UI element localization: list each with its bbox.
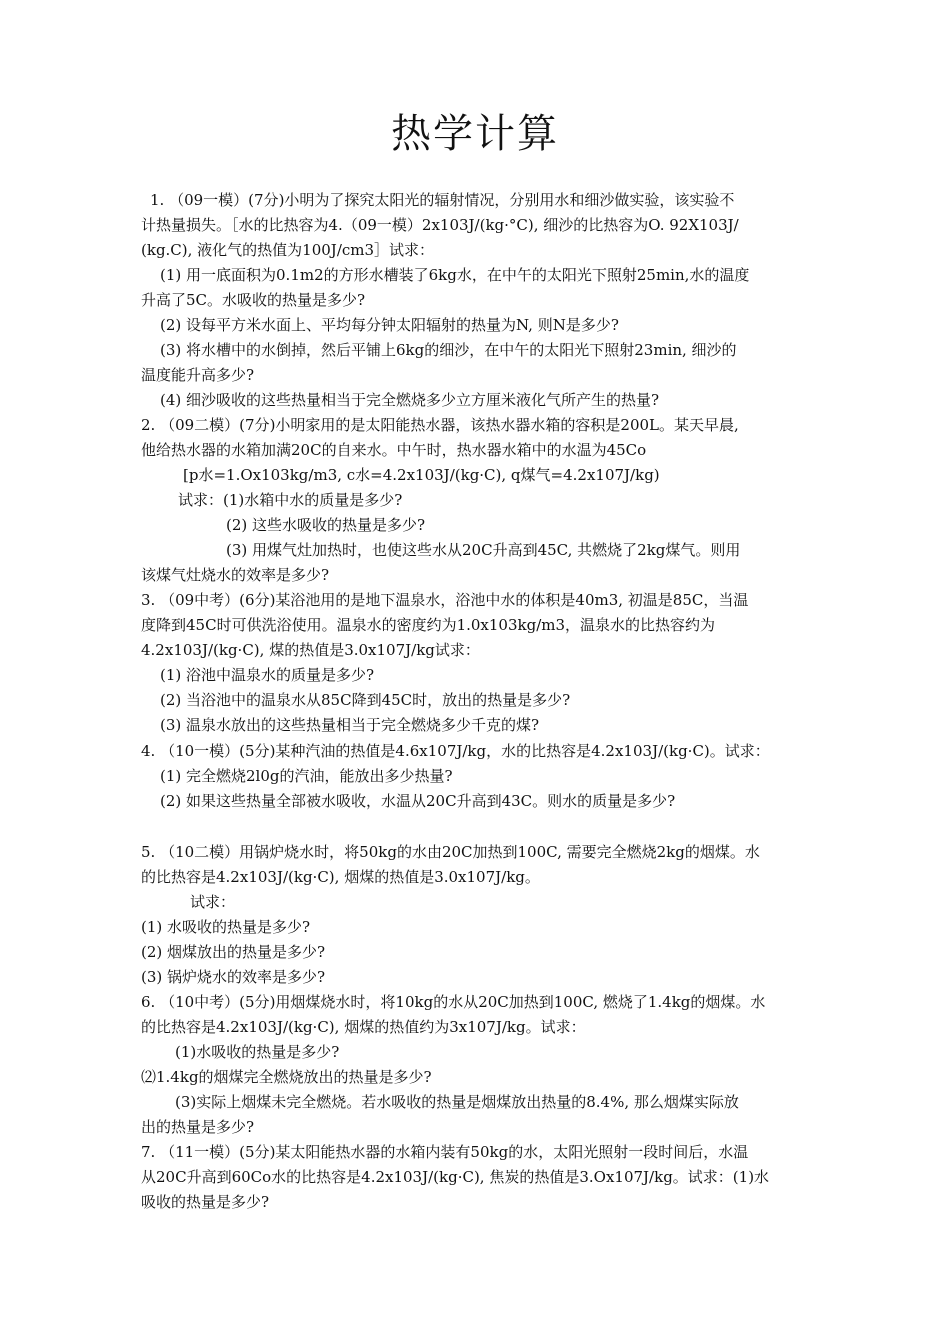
text-line: (2) 如果这些热量全部被水吸收，水温从20C升高到43C。则水的质量是多少? (160, 792, 676, 810)
text-line: 4.2x103J/(kg·C), 煤的热值是3.0x107J/kg试求： (141, 641, 480, 659)
text-line: (2) 烟煤放出的热量是多少? (141, 943, 326, 961)
text-line: 度降到45C时可供洗浴使用。温泉水的密度约为1.0x103kg/m3，温泉水的比热容约为 (141, 616, 716, 634)
text-line: 温度能升高多少? (141, 366, 255, 384)
text-line: ⑵1.4kg的烟煤完全燃烧放出的热量是多少? (141, 1068, 432, 1086)
text-line: 出的热量是多少? (141, 1118, 255, 1136)
text-line: (1) 水吸收的热量是多少? (141, 918, 311, 936)
text-line: (1) 完全燃烧2l0g的汽油，能放出多少热量? (160, 767, 453, 785)
text-line: 4. （10一模）(5分)某种汽油的热值是4.6x107J/kg，水的比热容是4.2x103J/(kg·C)。试求： (141, 742, 770, 760)
text-line: (1) 浴池中温泉水的质量是多少? (160, 666, 375, 684)
text-line: 5. （10二模）用锅炉烧水时，将50kg的水由20C加热到100C, 需要完全燃烧2kg的烟煤。水 (141, 843, 760, 861)
text-line: (2) 当浴池中的温泉水从85C降到45C时，放出的热量是多少? (160, 691, 571, 709)
text-line: (4) 细沙吸收的这些热量相当于完全燃烧多少立方厘米液化气所产生的热量? (160, 391, 660, 409)
text-line: (3) 用煤气灶加热时，也使这些水从20C升高到45C, 共燃烧了2kg煤气。则用 (226, 541, 741, 559)
text-line: 该煤气灶烧水的效率是多少? (141, 566, 330, 584)
text-line: 他给热水器的水箱加满20C的自来水。中午时，热水器水箱中的水温为45Co (141, 441, 647, 459)
text-line: (2) 设每平方米水面上、平均每分钟太阳辐射的热量为N, 则N是多少? (160, 316, 619, 334)
text-line: 6. （10中考）(5分)用烟煤烧水时，将10kg的水从20C加热到100C, 燃烧了1.4kg的烟煤。水 (141, 993, 766, 1011)
text-line: (1) 用一底面积为0.1m2的方形水槽装了6kg水，在中午的太阳光下照射25min,水的温度 (160, 266, 750, 284)
text-line: (3) 将水槽中的水倒掉，然后平铺上6kg的细沙，在中午的太阳光下照射23min, 细沙的 (160, 341, 737, 359)
text-line: 从20C升高到60Co水的比热容是4.2x103J/(kg·C), 焦炭的热值是3.Ox107J/kg。试求：(1)水 (141, 1168, 770, 1186)
page-title: 热学计算 (391, 111, 559, 157)
text-line: [p水=1.Ox103kg/m3, c水=4.2x103J/(kg·C), q煤气=4.2x107J/kg) (183, 466, 660, 484)
text-line: 试求：(1)水箱中水的质量是多少? (178, 491, 403, 509)
text-line: 的比热容是4.2x103J/(kg·C), 烟煤的热值约为3x107J/kg。试求： (141, 1018, 586, 1036)
text-line: (kg.C), 液化气的热值为100J/cm3］试求： (141, 241, 435, 259)
text-line: 7. （11一模）(5分)某太阳能热水器的水箱内装有50kg的水，太阳光照射一段时间后，水温 (141, 1143, 749, 1161)
text-line: 3. （09中考）(6分)某浴池用的是地下温泉水，浴池中水的体积是40m3, 初温是85C，当温 (141, 591, 749, 609)
text-line: 2. （09二模）(7分)小明家用的是太阳能热水器，该热水器水箱的容积是200L。某天早晨, (141, 416, 739, 434)
text-line: 1. （09一模）(7分)小明为了探究太阳光的辐射情况，分别用水和细沙做实验，该实验不 (150, 191, 735, 209)
text-line: (3) 温泉水放出的这些热量相当于完全燃烧多少千克的煤? (160, 716, 540, 734)
text-line: 试求： (190, 893, 236, 911)
text-line: 计热量损失。［水的比热容为4.（09一模）2x103J/(kg·°C), 细沙的比热容为O. 92X103J/ (141, 216, 739, 234)
text-line: 升高了5C。水吸收的热量是多少? (141, 291, 366, 309)
text-line: 吸收的热量是多少? (141, 1193, 270, 1211)
text-line: (3) 锅炉烧水的效率是多少? (141, 968, 326, 986)
text-line: (3)实际上烟煤未完全燃烧。若水吸收的热量是烟煤放出热量的8.4%, 那么烟煤实际放 (175, 1093, 739, 1111)
text-line: (2) 这些水吸收的热量是多少? (226, 516, 426, 534)
text-line: (1)水吸收的热量是多少? (175, 1043, 340, 1061)
text-line: 的比热容是4.2x103J/(kg·C), 烟煤的热值是3.0x107J/kg。 (141, 868, 540, 886)
